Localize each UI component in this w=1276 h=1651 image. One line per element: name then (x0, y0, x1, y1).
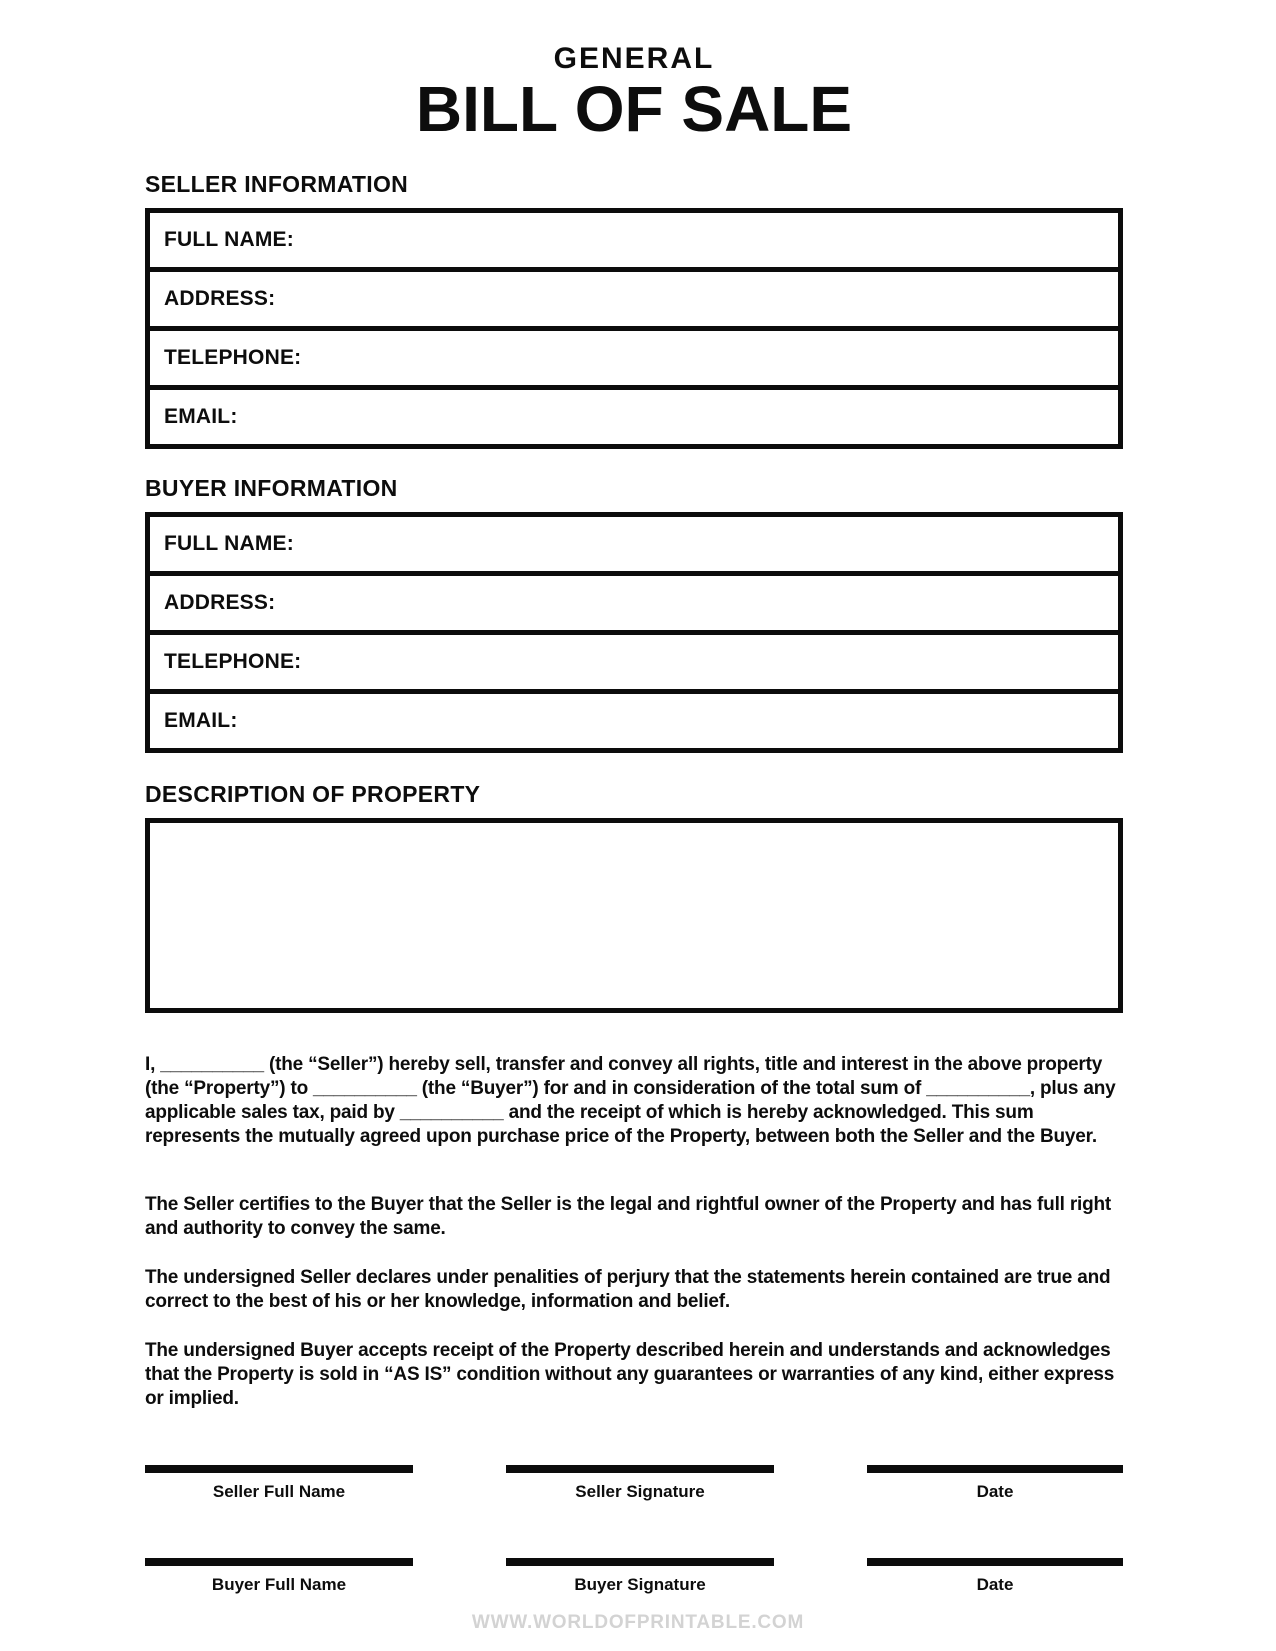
page-title: BILL OF SALE (415, 73, 853, 145)
seller-full-name-label: FULL NAME: (164, 228, 294, 251)
buyer-signature-label: Buyer Signature (574, 1575, 706, 1594)
buyer-full-name-label: FULL NAME: (164, 532, 294, 555)
buyer-date-label: Date (976, 1575, 1014, 1594)
seller-date-block (867, 1465, 1123, 1502)
buyer-information-section (145, 475, 1123, 753)
seller-signature-block (506, 1465, 774, 1502)
property-description-section (145, 781, 1123, 1013)
seller-signature-row (145, 1465, 1123, 1502)
buyer-signature-row (145, 1558, 1123, 1595)
buyer-full-name-sig-label: Buyer Full Name (211, 1575, 347, 1594)
title-kicker: GENERAL (553, 42, 715, 75)
seller-full-name-row (150, 213, 1118, 272)
legal-paragraph-ownership: The Seller certifies to the Buyer that the Seller is the legal and rightful owner of the Property and has full right and authority to convey the same. (145, 1194, 1112, 1239)
seller-signature-label: Seller Signature (575, 1482, 705, 1501)
buyer-signature-block (506, 1558, 774, 1595)
property-section-heading: DESCRIPTION OF PROPERTY (145, 781, 481, 807)
footer-website-credit: WWW.WORLDOFPRINTABLE.COM (471, 1612, 805, 1633)
buyer-signature-line (506, 1558, 774, 1566)
buyer-date-line (867, 1558, 1123, 1566)
legal-paragraph-perjury: The undersigned Seller declares under penalities of perjury that the statements herein contained are true and correct to the best of his or her knowledge, information and belief. (145, 1267, 1111, 1312)
seller-information-section (145, 171, 1123, 449)
seller-full-name-line (145, 1465, 413, 1473)
buyer-full-name-signature-block (145, 1558, 413, 1595)
seller-field-table (145, 208, 1123, 449)
seller-telephone-label: TELEPHONE: (164, 346, 302, 369)
seller-telephone-row (150, 331, 1118, 390)
buyer-date-block (867, 1558, 1123, 1595)
buyer-telephone-label: TELEPHONE: (164, 650, 302, 673)
seller-full-name-sig-label: Seller Full Name (212, 1482, 346, 1501)
buyer-email-label: EMAIL: (164, 709, 238, 732)
seller-address-label: ADDRESS: (164, 287, 276, 310)
buyer-address-row (150, 576, 1118, 635)
title-block (145, 42, 1123, 145)
seller-full-name-signature-block (145, 1465, 413, 1502)
seller-date-label: Date (976, 1482, 1014, 1501)
buyer-address-label: ADDRESS: (164, 591, 276, 614)
seller-section-heading: SELLER INFORMATION (145, 171, 409, 197)
document-content (145, 0, 1123, 1595)
buyer-email-row (150, 694, 1118, 748)
buyer-field-table (145, 512, 1123, 753)
buyer-full-name-line (145, 1558, 413, 1566)
seller-date-line (867, 1465, 1123, 1473)
legal-paragraph-sale-terms: I, __________ (the “Seller”) hereby sell, transfer and convey all rights, title and interest in the above property (the “Property”) to __________ (the “Buyer”) for and in consideration of the total sum of __________, plus any applicable sales tax, paid by __________ and the receipt of which is hereby acknowledged. This sum represents the mutually agreed upon purchase price of the Property, between both the Seller and the Buyer. (145, 1054, 1116, 1147)
buyer-telephone-row (150, 635, 1118, 694)
buyer-section-heading: BUYER INFORMATION (145, 475, 398, 501)
seller-address-row (150, 272, 1118, 331)
seller-email-label: EMAIL: (164, 405, 238, 428)
property-description-box (145, 818, 1123, 1013)
buyer-full-name-row (150, 517, 1118, 576)
seller-signature-line (506, 1465, 774, 1473)
seller-email-row (150, 390, 1118, 444)
legal-paragraph-as-is: The undersigned Buyer accepts receipt of the Property described herein and understands and acknowledges that the Property is sold in “AS IS” condition without any guarantees or warranties of any kind, either express or implied. (145, 1340, 1115, 1409)
